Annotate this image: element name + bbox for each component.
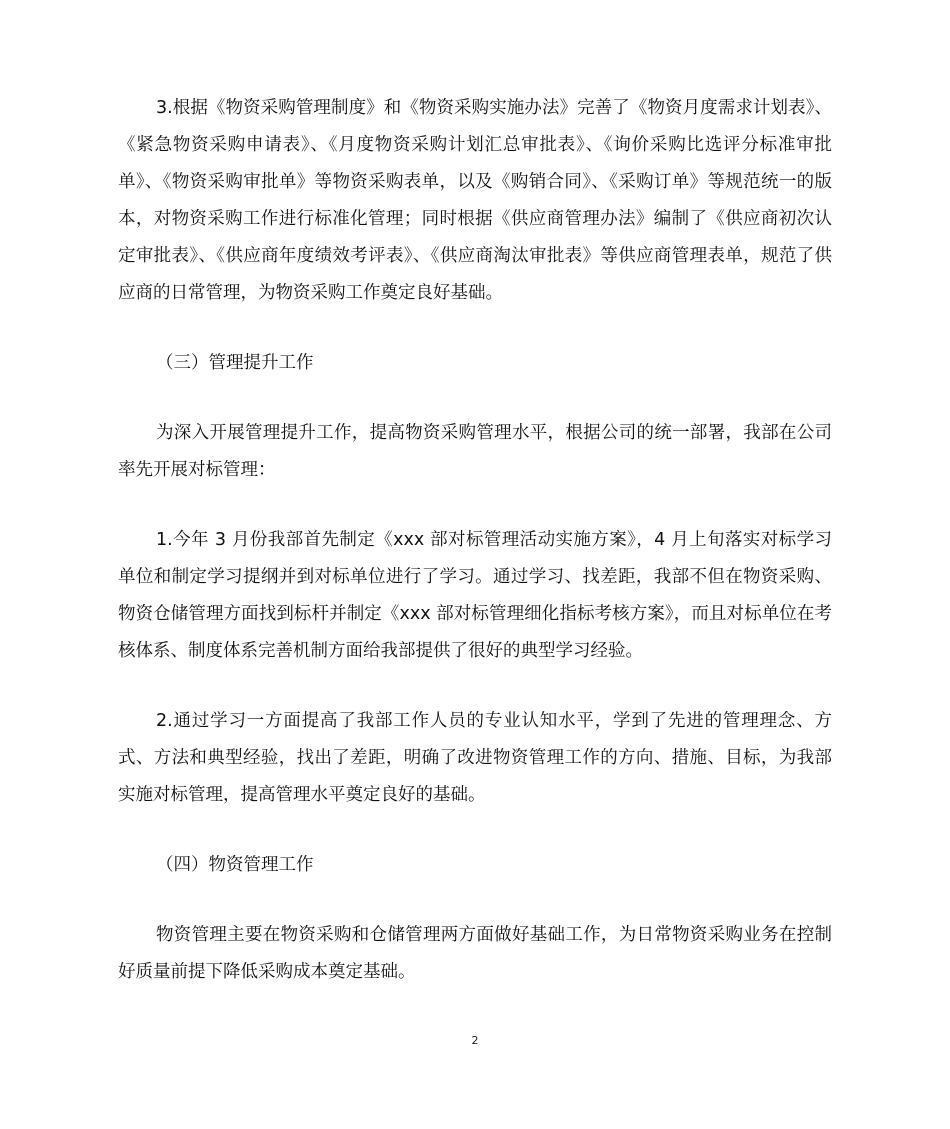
paragraph-benchmarking-intro: 为深入开展管理提升工作，提高物资采购管理水平，根据公司的统一部署，我部在公司率先开展对标管理： <box>118 423 832 480</box>
page-number: 2 <box>471 1034 479 1047</box>
section-heading-management-improvement: （三）管理提升工作 <box>156 353 314 373</box>
paragraph-learning-results: 2.通过学习一方面提高了我部工作人员的专业认知水平，学到了先进的管理理念、方式、方法和典型经验，找出了差距，明确了改进物资管理工作的方向、措施、目标，为我部实施对标管理，提高管理水平奠定良好的基础。 <box>118 711 832 805</box>
paragraph-materials-management: 物资管理主要在物资采购和仓储管理两方面做好基础工作，为日常物资采购业务在控制好质量前提下降低采购成本奠定基础。 <box>118 925 832 982</box>
paragraph-benchmarking-plan: 1.今年 3 月份我部首先制定《xxx 部对标管理活动实施方案》，4 月上旬落实对标学习单位和制定学习提纲并到对标单位进行了学习。通过学习、找差距，我部不但在物资采购、物资仓储管理方面找到标杆并制定《xxx 部对标管理细化指标考核方案》，而且对标单位在考核体系、制度体系完善机制方面给我部提供了很好的典型学习经验。 <box>118 530 832 661</box>
section-heading-materials-management: （四）物资管理工作 <box>156 855 314 875</box>
paragraph-procurement-forms: 3.根据《物资采购管理制度》和《物资采购实施办法》完善了《物资月度需求计划表》、《紧急物资采购申请表》、《月度物资采购计划汇总审批表》、《询价采购比选评分标准审批单》、《物资采购审批单》等物资采购表单，以及《购销合同》、《采购订单》等规范统一的版本，对物资采购工作进行标准化管理；同时根据《供应商管理办法》编制了《供应商初次认定审批表》、《供应商年度绩效考评表》、《供应商淘汰审批表》等供应商管理表单，规范了供应商的日常管理，为物资采购工作奠定良好基础。 <box>118 98 832 303</box>
document-body <box>118 90 832 991</box>
